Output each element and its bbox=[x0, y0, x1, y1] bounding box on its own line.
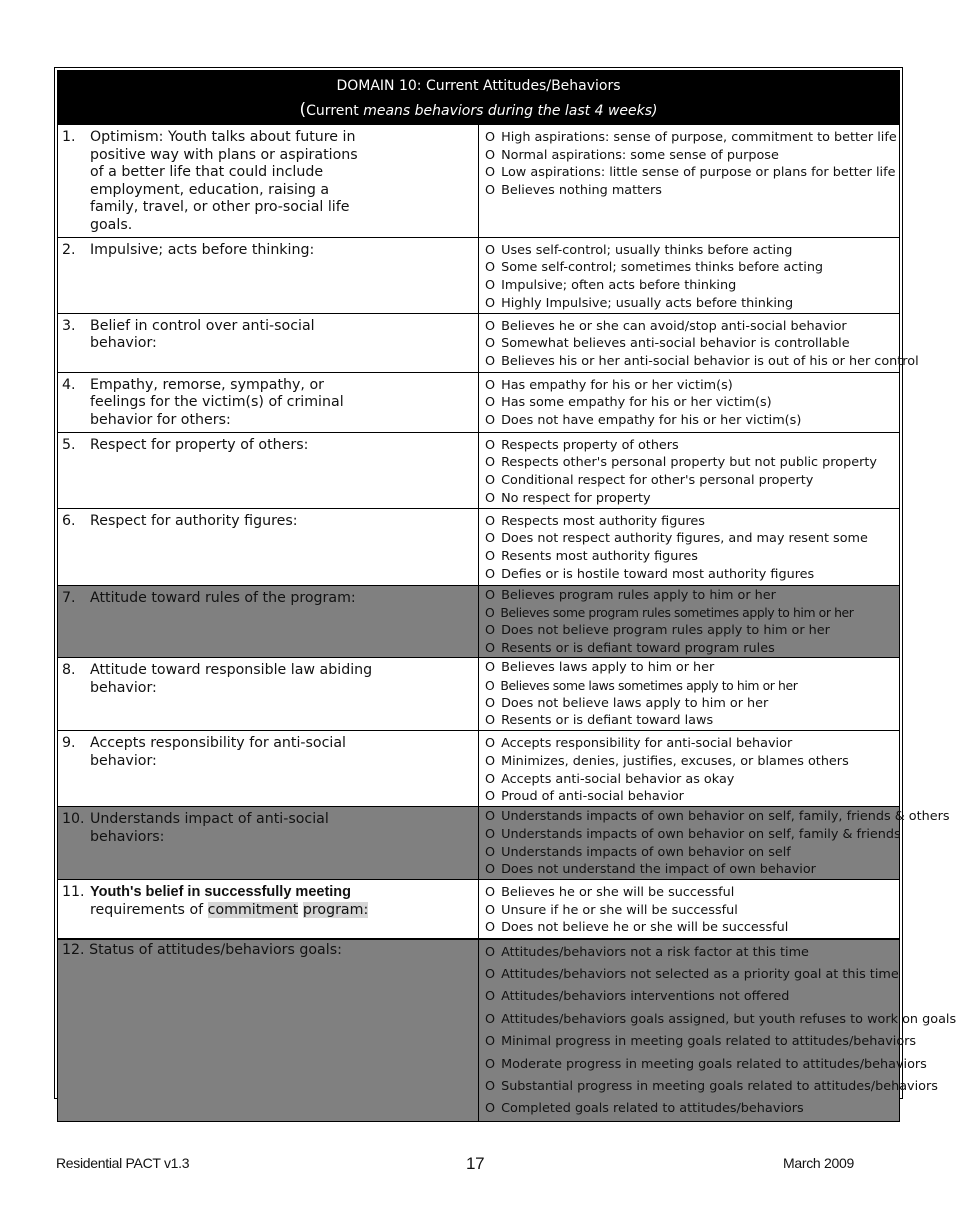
radio-option[interactable]: O Moderate progress in meeting goals related to attitudes/behaviors bbox=[485, 1056, 927, 1072]
item-options bbox=[479, 125, 900, 238]
radio-option[interactable]: O Proud of anti-social behavior bbox=[485, 789, 684, 805]
radio-option[interactable]: O No respect for property bbox=[485, 490, 651, 506]
item-question: 7. Attitude toward rules of the program: bbox=[58, 585, 479, 658]
assessment-table bbox=[57, 70, 956, 1122]
radio-option[interactable]: O Normal aspirations: some sense of purpose bbox=[485, 147, 779, 163]
item-options bbox=[479, 313, 919, 372]
radio-option[interactable]: O Does not believe laws apply to him or her bbox=[485, 695, 769, 711]
item-row bbox=[58, 125, 900, 238]
item-question: 1. Optimism: Youth talks about future in positive way with plans or aspirations of a better life that could include employment, education, raising a family, travel, or other pro-social life goals. bbox=[58, 125, 479, 238]
item-question: 9. Accepts responsibility for anti-social behavior: bbox=[58, 731, 479, 807]
radio-option[interactable]: O Believes laws apply to him or her bbox=[485, 660, 715, 676]
item-row bbox=[58, 237, 900, 313]
item-options bbox=[479, 585, 900, 658]
radio-option[interactable]: O Respects most authority figures bbox=[485, 513, 705, 529]
radio-option[interactable]: O Believes some laws sometimes apply to him or her bbox=[485, 678, 798, 694]
radio-option[interactable]: O Accepts anti-social behavior as okay bbox=[485, 771, 735, 787]
radio-option[interactable]: O Believes he or she will be successful bbox=[485, 885, 735, 900]
item-row bbox=[58, 880, 900, 939]
radio-option[interactable]: O Does not believe he or she will be successful bbox=[485, 920, 789, 936]
item-row bbox=[58, 731, 900, 807]
radio-option[interactable]: O Uses self-control; usually thinks before acting bbox=[485, 242, 793, 258]
item-row bbox=[58, 508, 900, 585]
item-options bbox=[479, 731, 900, 807]
radio-option[interactable]: O Minimal progress in meeting goals related to attitudes/behaviors bbox=[485, 1034, 917, 1050]
radio-option[interactable]: O Accepts responsibility for anti-social behavior bbox=[485, 736, 793, 752]
footer-page-number: 17 bbox=[466, 1154, 485, 1173]
radio-option[interactable]: O High aspirations: sense of purpose, commitment to better life bbox=[485, 130, 897, 145]
footer-version: Residential PACT v1.3 bbox=[56, 1155, 190, 1171]
item-options bbox=[479, 237, 900, 313]
domain-header bbox=[58, 71, 900, 125]
radio-option[interactable]: O Respects other's personal property but not public property bbox=[485, 455, 877, 471]
assessment-table-wrapper bbox=[57, 70, 956, 1122]
item-question: 3. Belief in control over anti-social behavior: bbox=[58, 313, 479, 372]
item-row bbox=[58, 585, 900, 658]
radio-option[interactable]: O Understands impacts of own behavior on self, family, friends & others bbox=[485, 809, 950, 825]
radio-option[interactable]: O Unsure if he or she will be successful bbox=[485, 902, 738, 918]
radio-option[interactable]: O Has some empathy for his or her victim(s) bbox=[485, 395, 772, 411]
item-row bbox=[58, 807, 900, 880]
radio-option[interactable]: O Believes nothing matters bbox=[485, 183, 662, 199]
radio-option[interactable]: O Attitudes/behaviors not selected as a priority goal at this time bbox=[485, 966, 899, 982]
radio-option[interactable]: O Impulsive; often acts before thinking bbox=[485, 277, 737, 293]
item-question: 10. Understands impact of anti-social behaviors: bbox=[58, 807, 479, 880]
item-question: 2. Impulsive; acts before thinking: bbox=[58, 237, 479, 313]
radio-option[interactable]: O Has empathy for his or her victim(s) bbox=[485, 377, 733, 393]
radio-option[interactable]: O Highly Impulsive; usually acts before thinking bbox=[485, 295, 794, 311]
item-options bbox=[479, 372, 900, 432]
item-options bbox=[479, 432, 900, 508]
radio-option[interactable]: O Believes he or she can avoid/stop anti-social behavior bbox=[485, 318, 847, 334]
item-row bbox=[58, 939, 900, 1122]
domain-title: DOMAIN 10: Current Attitudes/Behaviors bbox=[336, 78, 621, 94]
item-options bbox=[479, 508, 900, 585]
item-options bbox=[479, 658, 900, 731]
radio-option[interactable]: O Understands impacts of own behavior on self bbox=[485, 844, 791, 860]
radio-option[interactable]: O Defies or is hostile toward most authority figures bbox=[485, 566, 815, 582]
radio-option[interactable]: O Conditional respect for other's personal property bbox=[485, 472, 814, 488]
domain-subtitle: (Current means behaviors during the last 4 weeks) bbox=[299, 100, 658, 120]
radio-option[interactable]: O Believes his or her anti-social behavior is out of his or her control bbox=[485, 353, 919, 369]
radio-option[interactable]: O Believes some program rules sometimes apply to him or her bbox=[485, 605, 854, 621]
radio-option[interactable]: O Understands impacts of own behavior on self, family & friends bbox=[485, 826, 901, 842]
radio-option[interactable]: O Low aspirations: little sense of purpose or plans for better life bbox=[485, 165, 896, 181]
item-row bbox=[58, 658, 900, 731]
radio-option[interactable]: O Does not respect authority figures, and may resent some bbox=[485, 531, 868, 547]
item-question: 6. Respect for authority figures: bbox=[58, 508, 479, 585]
item-row bbox=[58, 313, 900, 372]
item-options bbox=[479, 880, 900, 939]
radio-option[interactable]: O Somewhat believes anti-social behavior is controllable bbox=[485, 336, 850, 352]
radio-option[interactable]: O Resents most authority figures bbox=[485, 548, 698, 564]
item-row bbox=[58, 372, 900, 432]
radio-option[interactable]: O Respects property of others bbox=[485, 437, 679, 453]
radio-option[interactable]: O Some self-control; sometimes thinks before acting bbox=[485, 260, 824, 276]
item-row bbox=[58, 432, 900, 508]
radio-option[interactable]: O Attitudes/behaviors interventions not offered bbox=[485, 989, 790, 1005]
item-question: 5. Respect for property of others: bbox=[58, 432, 479, 508]
radio-option[interactable]: O Does not understand the impact of own behavior bbox=[485, 862, 816, 878]
radio-option[interactable]: O Resents or is defiant toward program rules bbox=[485, 640, 775, 656]
radio-option[interactable]: O Believes program rules apply to him or her bbox=[485, 587, 776, 603]
radio-option[interactable]: O Substantial progress in meeting goals related to attitudes/behaviors bbox=[485, 1078, 938, 1094]
item-question: 8. Attitude toward responsible law abiding behavior: bbox=[58, 658, 479, 731]
item-question: 12. Status of attitudes/behaviors goals: bbox=[58, 939, 479, 1122]
item-options bbox=[479, 807, 950, 880]
item-question: 4. Empathy, remorse, sympathy, or feelings for the victim(s) of criminal behavior for others: bbox=[58, 372, 479, 432]
footer-date: March 2009 bbox=[783, 1155, 854, 1171]
radio-option[interactable]: O Does not believe program rules apply to him or her bbox=[485, 622, 830, 638]
radio-option[interactable]: O Attitudes/behaviors not a risk factor at this time bbox=[485, 944, 809, 960]
item-options bbox=[479, 939, 956, 1122]
radio-option[interactable]: O Does not have empathy for his or her victim(s) bbox=[485, 412, 802, 428]
radio-option[interactable]: O Attitudes/behaviors goals assigned, but youth refuses to work on goals bbox=[485, 1011, 956, 1027]
radio-option[interactable]: O Minimizes, denies, justifies, excuses, or blames others bbox=[485, 753, 849, 769]
radio-option[interactable]: O Resents or is defiant toward laws bbox=[485, 713, 714, 729]
radio-option[interactable]: O Completed goals related to attitudes/behaviors bbox=[485, 1101, 804, 1117]
item-question: 11. Youth's belief in successfully meeting requirements of commitment program: bbox=[58, 880, 479, 939]
